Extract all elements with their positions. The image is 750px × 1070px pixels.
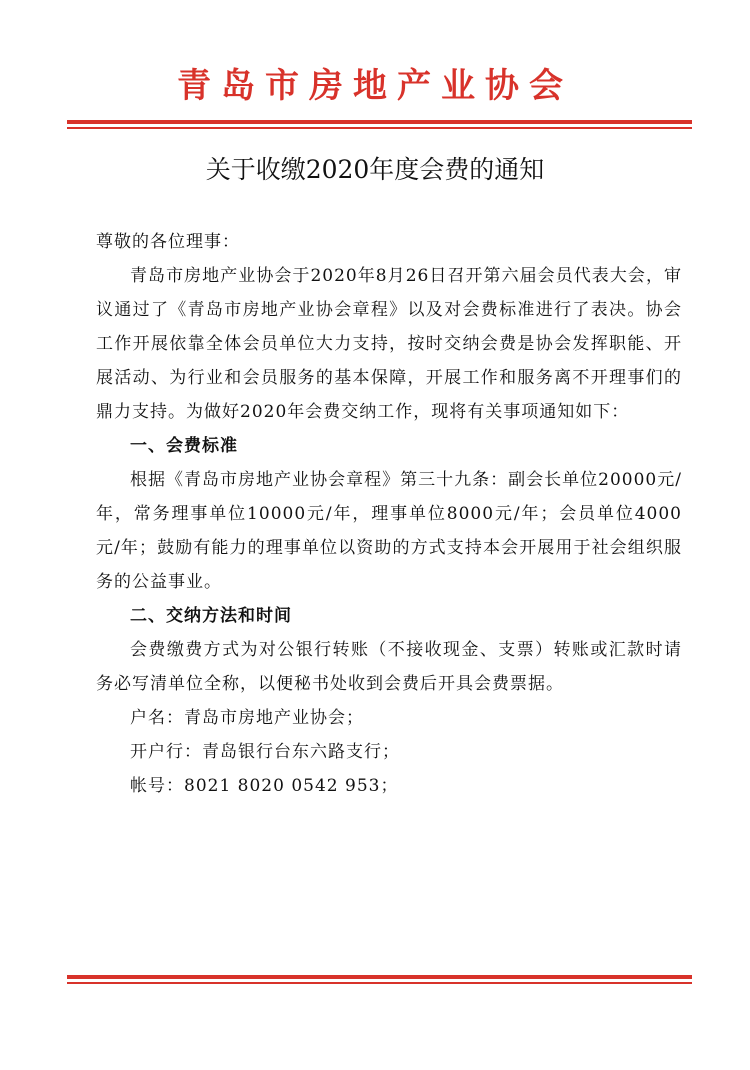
document-body — [96, 225, 682, 803]
fee-standard-paragraph: 根据《青岛市房地产业协会章程》第三十九条：副会长单位20000元/年，常务理事单位10000元/年，理事单位8000元/年；会员单位4000元/年；鼓励有能力的理事单位以资助的方式支持本会开展用于社会组织服务的公益事业。 — [96, 470, 682, 592]
salutation: 尊敬的各位理事： — [96, 232, 240, 252]
letterhead-bottom-rule — [67, 975, 692, 984]
bottom-rule-thick-line — [67, 975, 692, 979]
intro-paragraph: 青岛市房地产业协会于2020年8月26日召开第六届会员代表大会，审议通过了《青岛市房地产业协会章程》以及对会费标准进行了表决。协会工作开展依靠全体会员单位大力支持，按时交纳会费是协会发挥职能、开展活动、为行业和会员服务的基本保障，开展工作和服务离不开理事们的鼎力支持。为做好2020年会费交纳工作，现将有关事项通知如下： — [96, 266, 682, 422]
payment-method-paragraph: 会费缴费方式为对公银行转账（不接收现金、支票）转账或汇款时请务必写清单位全称，以便秘书处收到会费后开具会费票据。 — [96, 640, 682, 694]
document-title: 关于收缴2020年度会费的通知 — [205, 155, 545, 184]
letterhead-top-rule — [67, 120, 692, 129]
org-letterhead-title: 青岛市房地产业协会 — [177, 66, 573, 106]
section-heading-fee-standard: 一、会费标准 — [130, 436, 238, 456]
top-rule-thick-line — [67, 120, 692, 124]
account-number-line: 帐号：8021 8020 0542 953； — [130, 776, 399, 796]
bank-line: 开户行：青岛银行台东六路支行； — [130, 742, 400, 762]
account-name-line: 户名：青岛市房地产业协会； — [130, 708, 364, 728]
section-heading-payment-method: 二、交纳方法和时间 — [130, 606, 292, 626]
top-rule-thin-line — [67, 127, 692, 129]
bottom-rule-thin-line — [67, 982, 692, 984]
